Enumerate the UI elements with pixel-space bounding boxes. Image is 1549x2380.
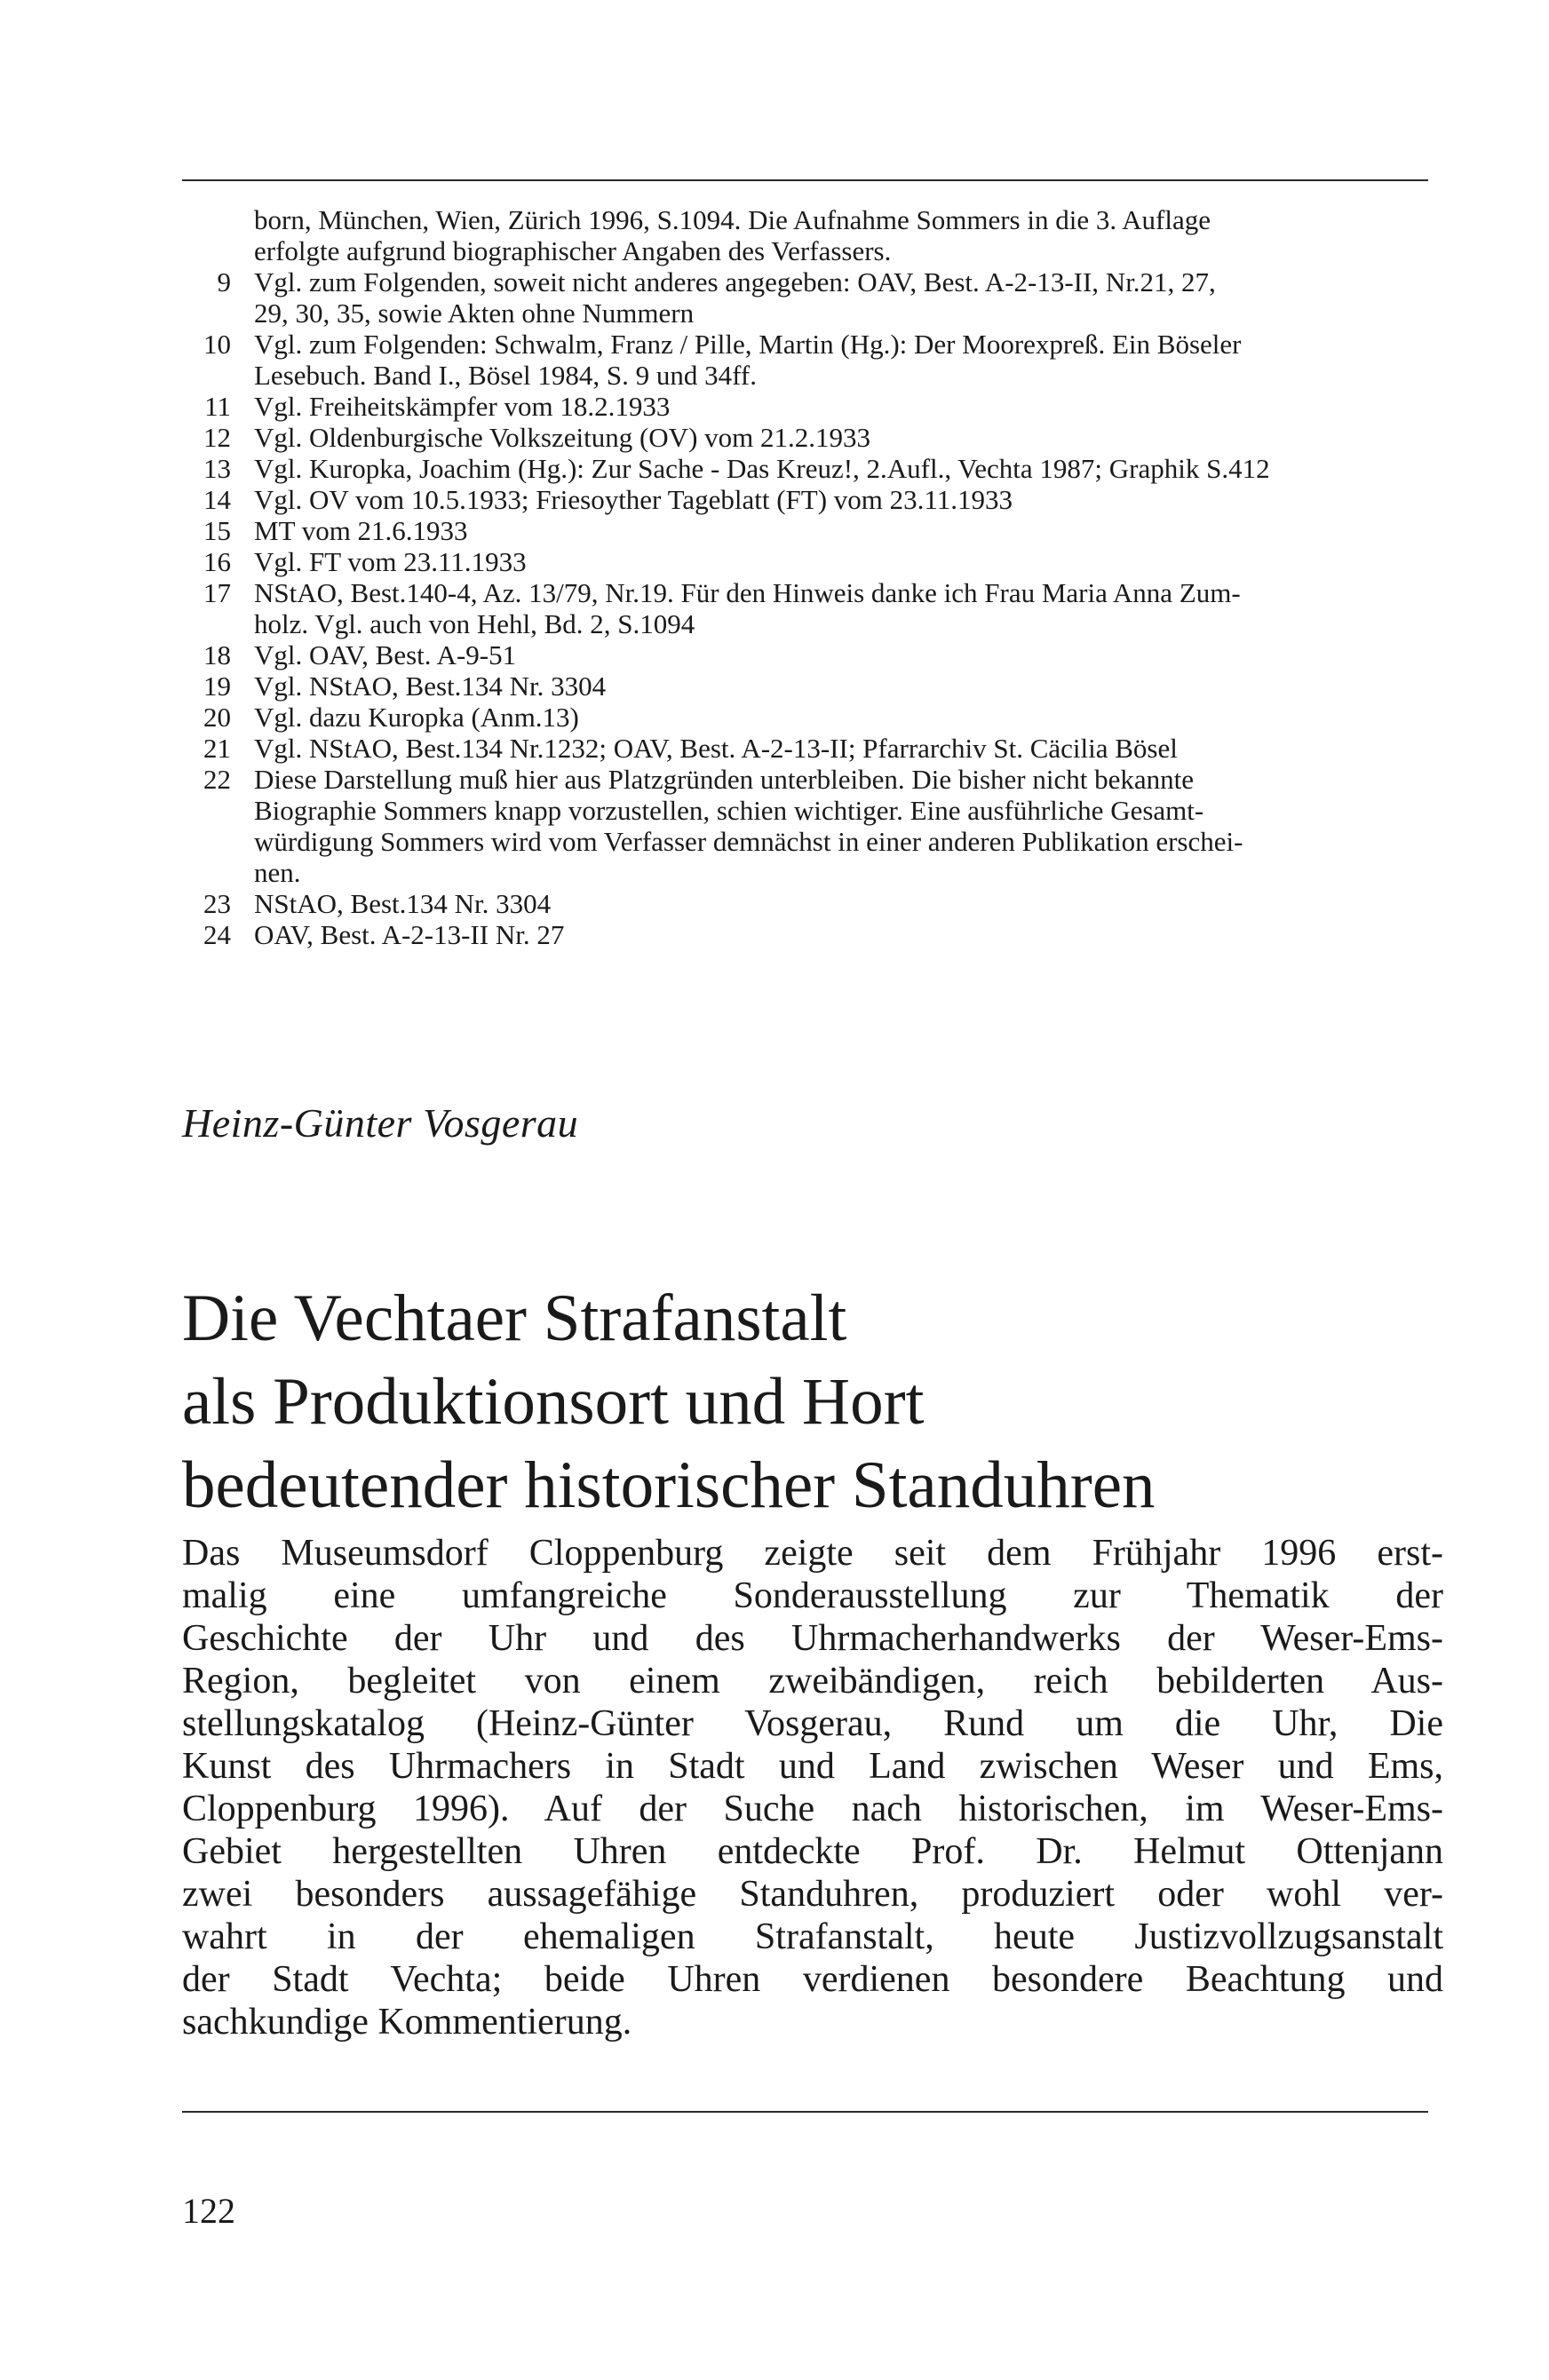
footnote-text-line: Vgl. NStAO, Best.134 Nr. 3304	[254, 670, 607, 702]
footnote-item	[182, 639, 1443, 670]
footnote-number: 15	[203, 515, 231, 546]
footnote-text-line: erfolgte aufgrund biographischer Angaben des Verfassers.	[254, 235, 892, 266]
footnote-number: 21	[203, 733, 231, 764]
footnote-top-rule	[182, 179, 1428, 181]
footnote-item	[182, 888, 1443, 919]
body-text-line: malig eine umfangreiche Sonderausstellung zur Thematik der	[182, 1575, 1443, 1616]
footnote-number: 16	[203, 546, 231, 577]
body-text-line: Das Museumsdorf Cloppenburg zeigte seit dem Frühjahr 1996 erst-	[182, 1533, 1443, 1574]
footnote-text-line: 29, 30, 35, sowie Akten ohne Nummern	[254, 298, 695, 329]
footnote-text-line: Vgl. zum Folgenden, soweit nicht anderes angegeben: OAV, Best. A-2-13-II, Nr.21, 27,	[254, 266, 1216, 298]
body-text-line: Region, begleitet von einem zweibändigen, reich bebilderten Aus-	[182, 1661, 1443, 1702]
body-text-line: zwei besonders aussagefähige Standuhren, produziert oder wohl ver-	[182, 1874, 1443, 1915]
footnote-number: 13	[203, 453, 231, 484]
footnote-text-line: Vgl. OAV, Best. A-9-51	[254, 639, 517, 670]
footnote-text-line: würdigung Sommers wird vom Verfasser demnächst in einer anderen Publikation erschei-	[254, 826, 1243, 857]
footnote-text-line: born, München, Wien, Zürich 1996, S.1094. Die Aufnahme Sommers in die 3. Auflage	[254, 204, 1211, 235]
footnote-item	[182, 670, 1443, 702]
footnote-text-line: Vgl. NStAO, Best.134 Nr.1232; OAV, Best. A-2-13-II; Pfarrarchiv St. Cäcilia Bösel	[254, 733, 1178, 764]
body-text-line: Geschichte der Uhr und des Uhrmacherhandwerks der Weser-Ems-	[182, 1618, 1443, 1659]
article-title-line: bedeutender historischer Standuhren	[182, 1448, 1156, 1522]
footnote-number: 18	[203, 639, 231, 670]
body-text-line: wahrt in der ehemaligen Strafanstalt, heute Justizvollzugsanstalt	[182, 1916, 1443, 1957]
footnote-text-line: Diese Darstellung muß hier aus Platzgründen unterbleiben. Die bisher nicht bekannte	[254, 764, 1194, 795]
footnotes-list	[182, 204, 1443, 950]
footnote-item	[182, 484, 1443, 515]
footnote-item	[182, 329, 1443, 391]
footnote-text-line: OAV, Best. A-2-13-II Nr. 27	[254, 919, 565, 950]
body-text-line: Kunst des Uhrmachers in Stadt und Land zwischen Weser und Ems,	[182, 1746, 1443, 1787]
footnote-text-line: holz. Vgl. auch von Hehl, Bd. 2, S.1094	[254, 608, 695, 639]
body-text-line: der Stadt Vechta; beide Uhren verdienen besondere Beachtung und	[182, 1959, 1443, 2000]
footnote-text-line: Vgl. Kuropka, Joachim (Hg.): Zur Sache - Das Kreuz!, 2.Aufl., Vechta 1987; Graphik S.412	[254, 453, 1270, 484]
footnote-text-line: Vgl. dazu Kuropka (Anm.13)	[254, 702, 579, 733]
footnote-item	[182, 422, 1443, 453]
body-text-line: sachkundige Kommentierung.	[182, 2002, 632, 2043]
article-author: Heinz-Günter Vosgerau	[182, 1100, 579, 1146]
footnote-number: 19	[203, 670, 231, 702]
footnote-item	[182, 515, 1443, 546]
footnote-number: 20	[203, 702, 231, 733]
footnote-item	[182, 453, 1443, 484]
footnote-item	[182, 546, 1443, 577]
footnote-number: 14	[203, 484, 231, 515]
footnote-text-line: Vgl. Freiheitskämpfer vom 18.2.1933	[254, 391, 671, 422]
article-body-paragraph	[182, 1532, 1443, 2043]
footnote-text-line: Lesebuch. Band I., Bösel 1984, S. 9 und 34ff.	[254, 360, 757, 391]
footnote-text-line: nen.	[254, 857, 301, 888]
footnote-text-line: Vgl. zum Folgenden: Schwalm, Franz / Pille, Martin (Hg.): Der Moorexpreß. Ein Böseler	[254, 329, 1242, 360]
footnote-item	[182, 702, 1443, 733]
footnote-text-line: NStAO, Best.140-4, Az. 13/79, Nr.19. Für den Hinweis danke ich Frau Maria Anna Zum-	[254, 577, 1241, 608]
footnote-text-line: Vgl. FT vom 23.11.1933	[254, 546, 527, 577]
footnote-item	[182, 391, 1443, 422]
footnote-text-line: Vgl. Oldenburgische Volkszeitung (OV) vom 21.2.1933	[254, 422, 871, 453]
footnote-text-line: Biographie Sommers knapp vorzustellen, schien wichtiger. Eine ausführliche Gesamt-	[254, 795, 1204, 826]
footnote-item	[182, 266, 1443, 329]
body-text-line: stellungskatalog (Heinz-Günter Vosgerau, Rund um die Uhr, Die	[182, 1703, 1443, 1744]
article-title	[182, 1277, 1443, 1527]
footnote-item	[182, 733, 1443, 764]
footnote-item	[182, 577, 1443, 639]
footnote-item	[182, 919, 1443, 950]
body-text-line: Cloppenburg 1996). Auf der Suche nach historischen, im Weser-Ems-	[182, 1789, 1443, 1829]
footnote-number: 12	[203, 422, 231, 453]
footnote-number: 23	[203, 888, 231, 919]
footnote-number: 22	[203, 764, 231, 795]
footnote-item	[182, 764, 1443, 888]
article-title-line: Die Vechtaer Strafanstalt	[182, 1281, 847, 1355]
footnote-text-line: NStAO, Best.134 Nr. 3304	[254, 888, 552, 919]
footnote-number: 24	[203, 919, 231, 950]
article-title-line: als Produktionsort und Hort	[182, 1365, 925, 1439]
footnote-number: 17	[203, 577, 231, 608]
page-number: 122	[182, 2191, 235, 2231]
footnote-number: 9	[217, 266, 231, 298]
body-text-line: Gebiet hergestellten Uhren entdeckte Prof. Dr. Helmut Ottenjann	[182, 1831, 1443, 1872]
footnote-number: 10	[203, 329, 231, 360]
page-bottom-rule	[182, 2111, 1428, 2113]
footnote-number: 11	[204, 391, 231, 422]
footnote-text-line: MT vom 21.6.1933	[254, 515, 468, 546]
footnote-text-line: Vgl. OV vom 10.5.1933; Friesoyther Tageblatt (FT) vom 23.11.1933	[254, 484, 1013, 515]
footnote-item	[182, 204, 1443, 266]
